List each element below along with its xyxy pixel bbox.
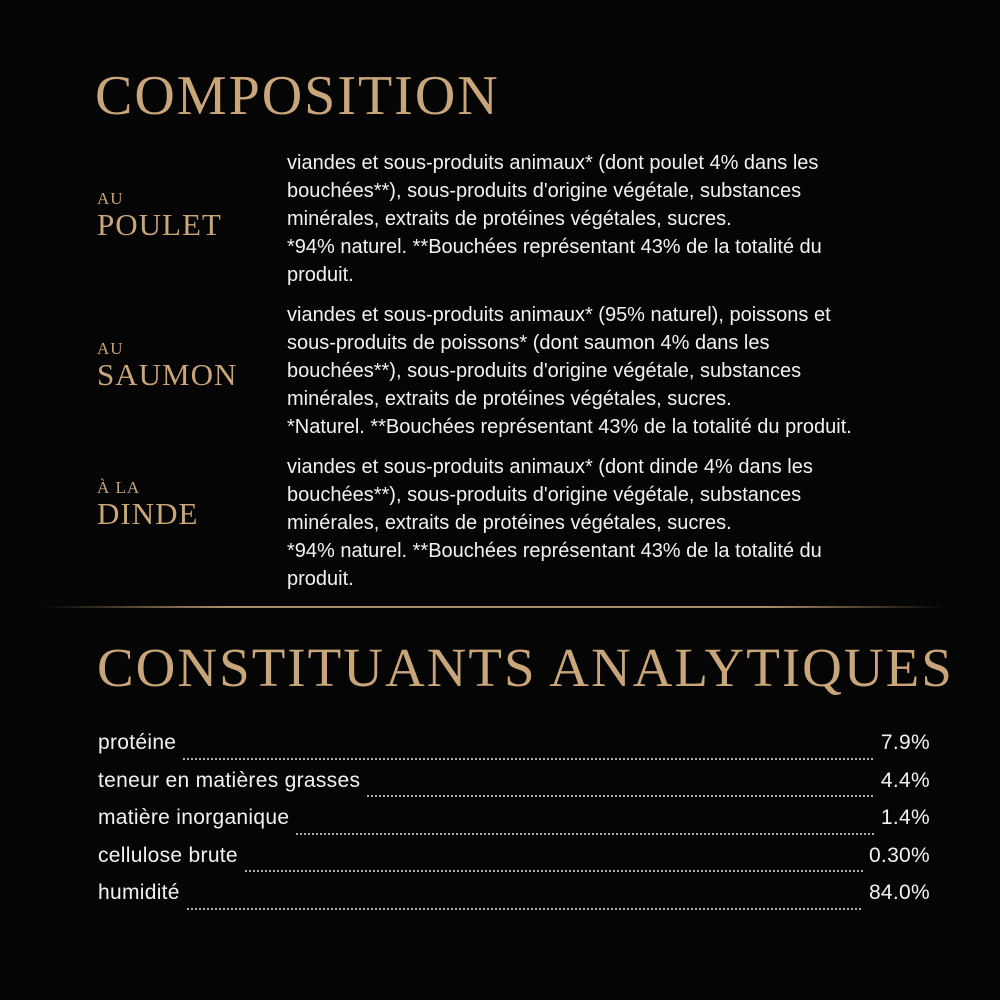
composition-line: viandes et sous-produits animaux* (dont dinde 4% dans les [287,456,813,478]
composition-title: COMPOSITION [95,65,500,127]
analytics-list [98,731,930,919]
analytics-label: teneur en matières grasses [98,768,361,792]
variant-label-name: DINDE [97,496,199,531]
composition-line: *94% naturel. **Bouchées représentant 43% de la totalité du [287,236,822,258]
variant-label-name: SAUMON [97,357,238,392]
analytics-row [98,806,930,844]
analytics-value: 84.0% [868,881,930,904]
variant-text-dinde [287,453,967,593]
composition-line: viandes et sous-produits animaux* (95% naturel), poissons et [287,304,831,326]
dot-leader [366,795,875,797]
analytics-label: matière inorganique [98,806,290,829]
composition-line: minérales, extraits de protéines végétales, sucres. [287,388,732,410]
composition-line: bouchées**), sous-produits d'origine végétale, substances [287,484,802,506]
variant-label-saumon [97,340,237,390]
variant-label-name: POULET [97,207,222,242]
composition-line: minérales, extraits de protéines végétales, sucres. [287,512,732,534]
composition-line: viandes et sous-produits animaux* (dont poulet 4% dans les [287,152,819,174]
composition-line: produit. [287,264,354,286]
analytics-label: cellulose brute [98,843,238,867]
dot-leader [244,870,863,872]
composition-line: *Naturel. **Bouchées représentant 43% de la totalité du produit. [287,416,852,438]
variant-text-poulet [287,149,967,289]
analytics-value: 0.30% [868,843,930,867]
variant-label-prefix: À LA [97,478,141,497]
dot-leader [295,833,875,835]
variant-label-prefix: AU [97,189,124,208]
analytics-title: CONSTITUANTS ANALYTIQUES [97,637,954,698]
analytics-value: 7.9% [880,731,930,754]
analytics-row [98,731,930,769]
composition-line: bouchées**), sous-produits d'origine végétale, substances [287,180,802,202]
analytics-value: 1.4% [880,806,930,829]
composition-line: sous-produits de poissons* (dont saumon 4% dans les [287,332,770,354]
dot-leader [186,908,863,910]
analytics-row [98,844,930,882]
variant-label-poulet [97,190,222,240]
variant-label-dinde [97,479,198,529]
analytics-row [98,769,930,807]
analytics-row [98,881,930,919]
analytics-label: humidité [98,881,180,904]
analytics-value: 4.4% [880,768,930,792]
dot-leader [182,758,875,760]
composition-line: *94% naturel. **Bouchées représentant 43% de la totalité du [287,540,822,562]
variant-label-prefix: AU [97,339,124,358]
section-divider [45,606,945,608]
analytics-label: protéine [98,731,177,754]
variant-text-saumon [287,301,967,441]
composition-line: minérales, extraits de protéines végétales, sucres. [287,208,732,230]
composition-line: produit. [287,568,354,590]
composition-line: bouchées**), sous-produits d'origine végétale, substances [287,360,802,382]
